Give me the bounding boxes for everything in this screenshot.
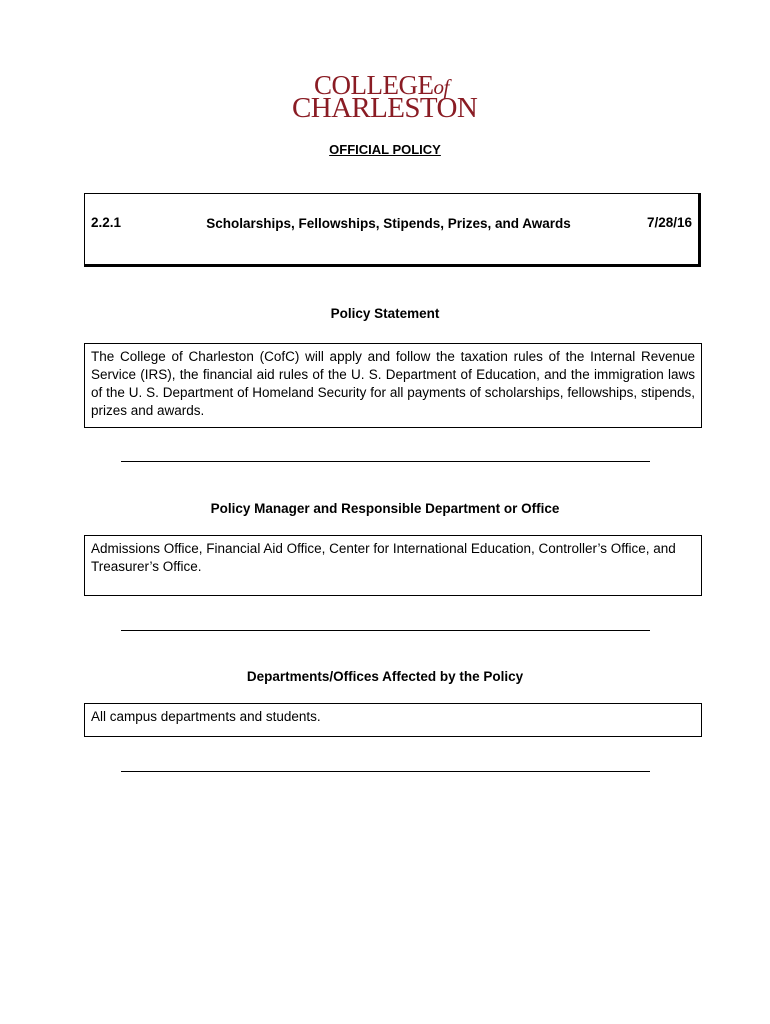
policy-date: 7/28/16 (646, 215, 692, 230)
section-divider (121, 771, 650, 772)
section-divider (121, 461, 650, 462)
policy-title: Scholarships, Fellowships, Stipends, Prizes, and Awards (206, 216, 571, 231)
section-heading-policy-statement: Policy Statement (330, 306, 440, 321)
policy-header-box (84, 193, 701, 267)
policy-manager-box: Admissions Office, Financial Aid Office, Center for International Education, Controller’s Office, and Treasurer’s Office. (84, 535, 702, 596)
policy-number: 2.2.1 (91, 215, 122, 230)
college-logo (292, 72, 482, 124)
logo-line-1: COLLEGEof (314, 70, 449, 100)
policy-statement-box: The College of Charleston (CofC) will apply and follow the taxation rules of the Internal Revenue Service (IRS), the financial aid rules of the U. S. Department of Education, and the immigration laws of the U. S. Department of Homeland Security for all payments of scholarships, fellowships, stipends, prizes and awards. (84, 343, 702, 428)
section-heading-policy-manager: Policy Manager and Responsible Department or Office (210, 501, 560, 516)
section-divider (121, 630, 650, 631)
official-policy-label: OFFICIAL POLICY (329, 142, 441, 157)
affected-departments-box: All campus departments and students. (84, 703, 702, 737)
logo-line-2: CHARLESTON (292, 92, 478, 124)
section-heading-affected: Departments/Offices Affected by the Policy (246, 669, 524, 684)
